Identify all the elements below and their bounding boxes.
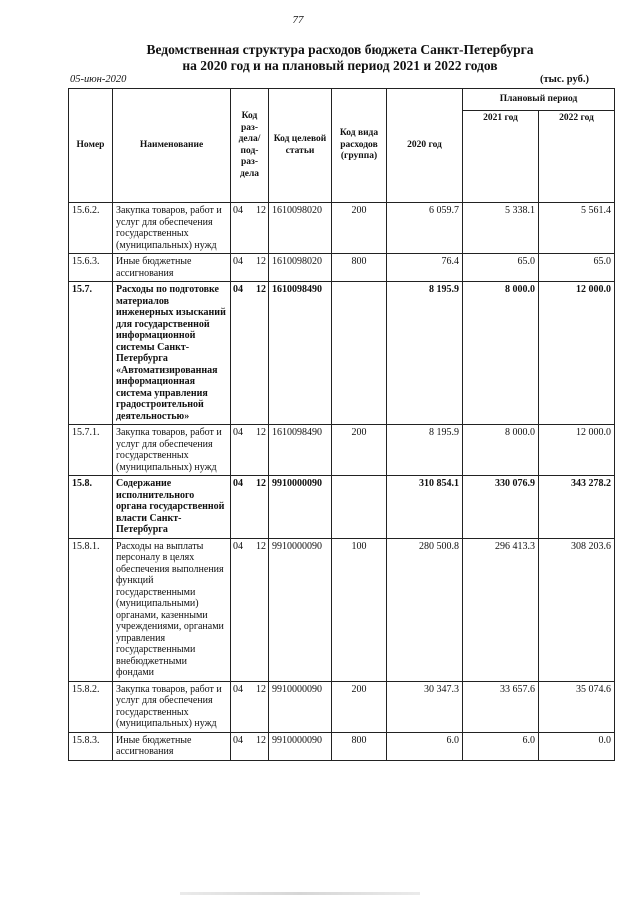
table-row xyxy=(69,538,615,681)
row-value-2022: 12 000.0 xyxy=(539,282,615,425)
header-number: Номер xyxy=(69,89,113,203)
row-section: 04 xyxy=(233,427,243,438)
table-row xyxy=(69,476,615,539)
row-target-code: 1610098020 xyxy=(269,203,332,254)
row-value-2020: 8 195.9 xyxy=(387,282,463,425)
page-number: 77 xyxy=(292,14,304,26)
row-subsection: 12 xyxy=(256,205,266,216)
row-value-2020: 8 195.9 xyxy=(387,425,463,476)
row-number: 15.8.3. xyxy=(69,732,113,760)
row-value-2020: 30 347.3 xyxy=(387,681,463,732)
row-subsection: 12 xyxy=(256,478,266,489)
row-expense-code: 100 xyxy=(332,538,387,681)
row-number: 15.7. xyxy=(69,282,113,425)
row-value-2020: 76.4 xyxy=(387,254,463,282)
row-value-2021: 5 338.1 xyxy=(463,203,539,254)
row-name: Содержание исполнительного органа государственной власти Санкт-Петербурга xyxy=(113,476,231,539)
table-row xyxy=(69,681,615,732)
row-section: 04 xyxy=(233,205,243,216)
row-value-2021: 33 657.6 xyxy=(463,681,539,732)
row-value-2022: 5 561.4 xyxy=(539,203,615,254)
row-value-2021: 6.0 xyxy=(463,732,539,760)
row-value-2022: 35 074.6 xyxy=(539,681,615,732)
row-value-2021: 330 076.9 xyxy=(463,476,539,539)
row-subsection: 12 xyxy=(256,427,266,438)
row-subsection: 12 xyxy=(256,256,266,267)
row-value-2020: 280 500.8 xyxy=(387,538,463,681)
footer-scan-artifact xyxy=(180,892,420,895)
budget-table xyxy=(68,88,615,761)
row-value-2022: 343 278.2 xyxy=(539,476,615,539)
row-section-code xyxy=(231,203,269,254)
row-name: Закупка товаров, работ и услуг для обеспечения государственных (муниципальных) нужд xyxy=(113,681,231,732)
row-expense-code: 200 xyxy=(332,203,387,254)
row-value-2020: 6 059.7 xyxy=(387,203,463,254)
row-expense-code: 200 xyxy=(332,681,387,732)
row-target-code: 1610098020 xyxy=(269,254,332,282)
header-planned-period: Плановый период xyxy=(463,89,615,111)
row-section: 04 xyxy=(233,540,243,552)
row-expense-code: 800 xyxy=(332,732,387,760)
row-section-code xyxy=(231,425,269,476)
row-section-code xyxy=(231,538,269,681)
table-row xyxy=(69,254,615,282)
row-target-code: 9910000090 xyxy=(269,538,332,681)
row-value-2021: 8 000.0 xyxy=(463,425,539,476)
row-value-2022: 12 000.0 xyxy=(539,425,615,476)
row-section-code xyxy=(231,282,269,425)
row-value-2022: 308 203.6 xyxy=(539,538,615,681)
row-number: 15.8. xyxy=(69,476,113,539)
header-target-code: Код целевой статьи xyxy=(269,89,332,203)
title-line-2: на 2020 год и на плановый период 2021 и 2022 годов xyxy=(182,58,498,73)
row-subsection: 12 xyxy=(256,284,266,295)
row-target-code: 9910000090 xyxy=(269,732,332,760)
row-section-code xyxy=(231,732,269,760)
table-body xyxy=(69,203,615,761)
row-section: 04 xyxy=(233,256,243,267)
header-section-code: Код раз-дела/ под-раз-дела xyxy=(231,89,269,203)
row-value-2022: 0.0 xyxy=(539,732,615,760)
row-name: Расходы на выплаты персоналу в целях обеспечения выполнения функций государственными (муниципальными) органами, казенными учреждениями, органами управления государственными внебюджетными фондами xyxy=(113,538,231,681)
row-value-2020: 310 854.1 xyxy=(387,476,463,539)
row-subsection: 12 xyxy=(256,683,266,695)
title-line-1: Ведомственная структура расходов бюджета Санкт-Петербурга xyxy=(146,42,534,57)
row-name: Иные бюджетные ассигнования xyxy=(113,732,231,760)
row-value-2021: 65.0 xyxy=(463,254,539,282)
document-date: 05-июн-2020 xyxy=(70,74,127,85)
row-number: 15.8.1. xyxy=(69,538,113,681)
row-value-2020: 6.0 xyxy=(387,732,463,760)
row-number: 15.7.1. xyxy=(69,425,113,476)
header-2022: 2022 год xyxy=(539,111,615,203)
row-section: 04 xyxy=(233,284,243,295)
row-name: Закупка товаров, работ и услуг для обеспечения государственных (муниципальных) нужд xyxy=(113,203,231,254)
row-value-2021: 296 413.3 xyxy=(463,538,539,681)
row-section-code xyxy=(231,254,269,282)
table-row xyxy=(69,282,615,425)
row-section: 04 xyxy=(233,734,243,746)
row-expense-code: 200 xyxy=(332,425,387,476)
header-expense-code: Код вида расходов (группа) xyxy=(332,89,387,203)
row-name: Расходы по подготовке материалов инженерных изысканий для государственной информационной системы Санкт-Петербурга «Автоматизированная информационная система управления градостроительной деятельностью» xyxy=(113,282,231,425)
row-section-code xyxy=(231,476,269,539)
row-name: Закупка товаров, работ и услуг для обеспечения государственных (муниципальных) нужд xyxy=(113,425,231,476)
table-row xyxy=(69,425,615,476)
row-number: 15.8.2. xyxy=(69,681,113,732)
row-number: 15.6.3. xyxy=(69,254,113,282)
table-row xyxy=(69,203,615,254)
row-target-code: 9910000090 xyxy=(269,681,332,732)
table-row xyxy=(69,732,615,760)
row-number: 15.6.2. xyxy=(69,203,113,254)
row-expense-code xyxy=(332,282,387,425)
row-subsection: 12 xyxy=(256,734,266,746)
row-target-code: 1610098490 xyxy=(269,425,332,476)
row-value-2022: 65.0 xyxy=(539,254,615,282)
row-expense-code: 800 xyxy=(332,254,387,282)
header-name: Наименование xyxy=(113,89,231,203)
units-label: (тыс. руб.) xyxy=(540,74,589,85)
row-section: 04 xyxy=(233,683,243,695)
header-2020: 2020 год xyxy=(387,89,463,203)
row-subsection: 12 xyxy=(256,540,266,552)
header-2021: 2021 год xyxy=(463,111,539,203)
row-section-code xyxy=(231,681,269,732)
row-target-code: 9910000090 xyxy=(269,476,332,539)
row-section: 04 xyxy=(233,478,243,489)
row-expense-code xyxy=(332,476,387,539)
row-target-code: 1610098490 xyxy=(269,282,332,425)
row-value-2021: 8 000.0 xyxy=(463,282,539,425)
row-name: Иные бюджетные ассигнования xyxy=(113,254,231,282)
document-title xyxy=(60,42,620,74)
